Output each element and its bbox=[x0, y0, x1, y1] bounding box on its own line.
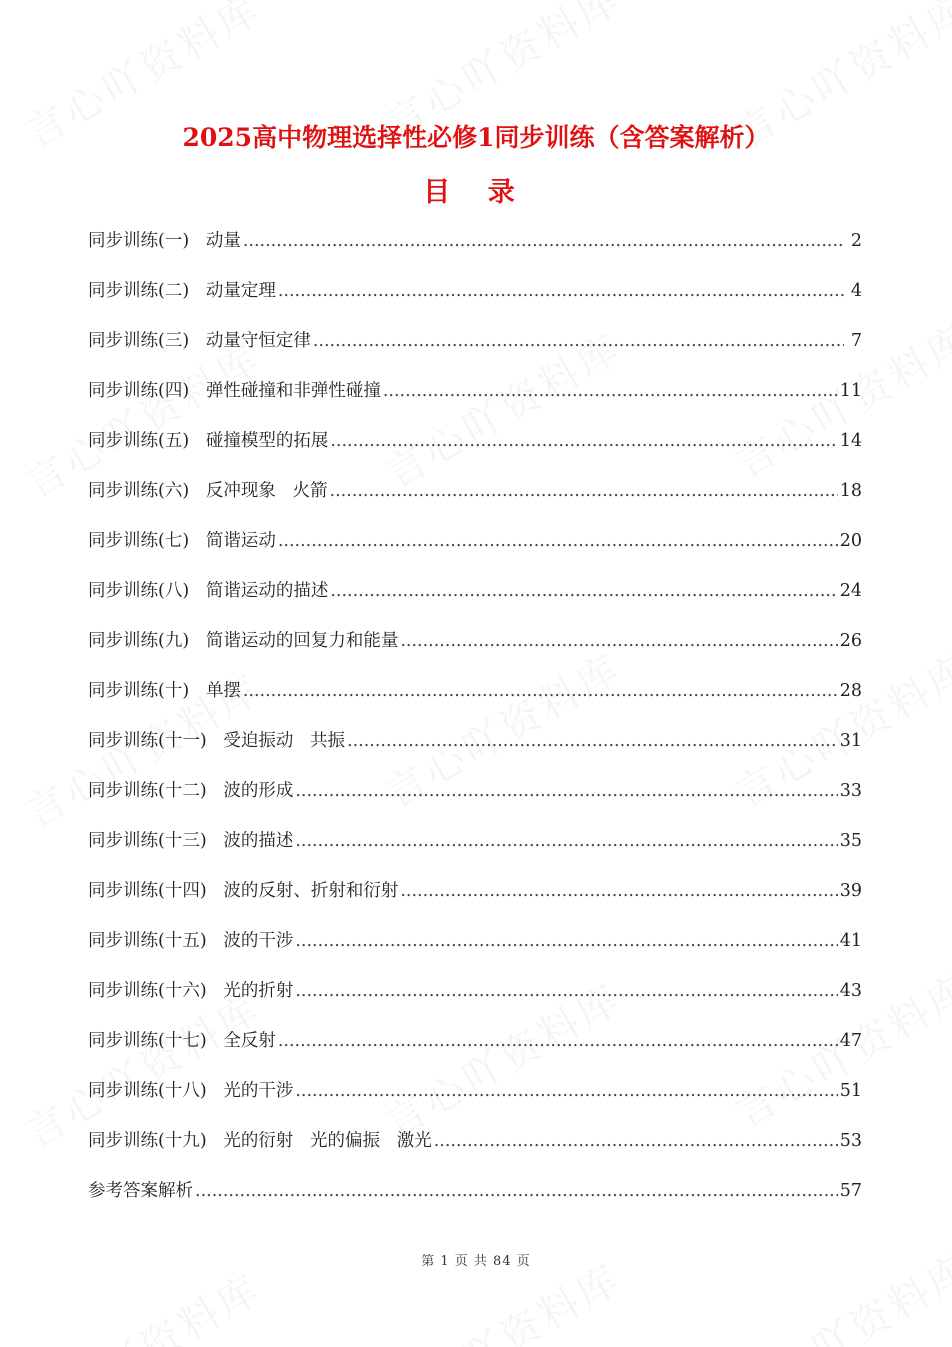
toc-entry-label: 同步训练(十二) 波的形成 bbox=[88, 781, 294, 801]
toc-entry-label: 同步训练(三) 动量守恒定律 bbox=[88, 331, 311, 351]
toc-entry-label: 同步训练(六) 反冲现象 火箭 bbox=[88, 481, 328, 501]
toc-leader-dots bbox=[347, 726, 838, 756]
toc-heading: 目 录 bbox=[423, 177, 529, 208]
toc-entry-label: 同步训练(五) 碰撞模型的拓展 bbox=[88, 431, 329, 451]
toc-entry[interactable] bbox=[88, 426, 862, 476]
toc-entry-page: 14 bbox=[839, 431, 862, 451]
toc-entry-label: 同步训练(七) 简谐运动 bbox=[88, 531, 276, 551]
toc-entry-page: 41 bbox=[839, 931, 862, 951]
toc-entry-page: 7 bbox=[850, 331, 862, 351]
toc-leader-dots bbox=[400, 626, 837, 656]
toc-leader-dots bbox=[278, 526, 838, 556]
toc-entry[interactable] bbox=[88, 726, 862, 776]
toc-leader-dots bbox=[330, 476, 838, 506]
toc-leader-dots bbox=[400, 876, 837, 906]
toc-entry[interactable] bbox=[88, 226, 862, 276]
toc-entry-label: 同步训练(十七) 全反射 bbox=[88, 1031, 276, 1051]
toc-entry-label: 参考答案解析 bbox=[88, 1181, 193, 1201]
toc-entry-page: 57 bbox=[839, 1181, 862, 1201]
toc-entry-page: 20 bbox=[839, 531, 862, 551]
toc-entry[interactable] bbox=[88, 1176, 862, 1226]
toc-entry[interactable] bbox=[88, 926, 862, 976]
toc-entry[interactable] bbox=[88, 276, 862, 326]
toc-entry-page: 47 bbox=[839, 1031, 862, 1051]
toc-leader-dots bbox=[295, 1076, 837, 1106]
toc-leader-dots bbox=[383, 376, 838, 406]
toc-entry-page: 43 bbox=[839, 981, 862, 1001]
toc-entry[interactable] bbox=[88, 676, 862, 726]
toc-leader-dots bbox=[313, 326, 844, 356]
toc-entry-label: 同步训练(十) 单摆 bbox=[88, 681, 241, 701]
toc-entry-page: 24 bbox=[839, 581, 862, 601]
toc-entry-page: 33 bbox=[839, 781, 862, 801]
toc-entry[interactable] bbox=[88, 1026, 862, 1076]
toc-entry-page: 39 bbox=[839, 881, 862, 901]
toc-entry[interactable] bbox=[88, 476, 862, 526]
toc-entry-page: 28 bbox=[839, 681, 862, 701]
toc-leader-dots bbox=[295, 826, 837, 856]
toc-entry[interactable] bbox=[88, 326, 862, 376]
toc-entry-label: 同步训练(十一) 受迫振动 共振 bbox=[88, 731, 346, 751]
toc-entry-page: 35 bbox=[839, 831, 862, 851]
toc-entry-page: 53 bbox=[839, 1131, 862, 1151]
toc-entry-label: 同步训练(一) 动量 bbox=[88, 231, 241, 251]
toc-entry-page: 31 bbox=[839, 731, 862, 751]
toc-leader-dots bbox=[295, 776, 837, 806]
toc-leader-dots bbox=[295, 976, 837, 1006]
toc-entry[interactable] bbox=[88, 1126, 862, 1176]
toc-entry[interactable] bbox=[88, 376, 862, 426]
toc-entry[interactable] bbox=[88, 976, 862, 1026]
toc-entry-label: 同步训练(十八) 光的干涉 bbox=[88, 1081, 294, 1101]
toc-leader-dots bbox=[243, 676, 838, 706]
toc-entry-label: 同步训练(十三) 波的描述 bbox=[88, 831, 294, 851]
toc-leader-dots bbox=[243, 226, 844, 256]
watermark-text bbox=[13, 1258, 270, 1347]
page-title: 2025高中物理选择性必修1同步训练（含答案解析） bbox=[182, 123, 770, 152]
page-footer: 第 1 页 共 84 页 bbox=[421, 1254, 531, 1269]
table-of-contents bbox=[88, 226, 862, 1226]
toc-entry-label: 同步训练(十六) 光的折射 bbox=[88, 981, 294, 1001]
toc-entry-label: 同步训练(十四) 波的反射、折射和衍射 bbox=[88, 881, 399, 901]
toc-leader-dots bbox=[295, 926, 837, 956]
toc-entry-page: 26 bbox=[839, 631, 862, 651]
toc-entry[interactable] bbox=[88, 526, 862, 576]
toc-entry[interactable] bbox=[88, 576, 862, 626]
toc-entry-page: 2 bbox=[850, 231, 862, 251]
toc-entry-label: 同步训练(八) 简谐运动的描述 bbox=[88, 581, 329, 601]
toc-entry[interactable] bbox=[88, 776, 862, 826]
toc-entry-label: 同步训练(十五) 波的干涉 bbox=[88, 931, 294, 951]
toc-leader-dots bbox=[434, 1126, 838, 1156]
toc-entry-label: 同步训练(九) 简谐运动的回复力和能量 bbox=[88, 631, 399, 651]
toc-entry-page: 18 bbox=[839, 481, 862, 501]
toc-entry-page: 11 bbox=[839, 381, 862, 401]
toc-leader-dots bbox=[330, 576, 837, 606]
toc-entry[interactable] bbox=[88, 626, 862, 676]
toc-entry[interactable] bbox=[88, 826, 862, 876]
toc-entry[interactable] bbox=[88, 876, 862, 926]
toc-entry-page: 51 bbox=[839, 1081, 862, 1101]
toc-leader-dots bbox=[195, 1176, 838, 1206]
toc-entry-label: 同步训练(四) 弹性碰撞和非弹性碰撞 bbox=[88, 381, 381, 401]
toc-entry-label: 同步训练(二) 动量定理 bbox=[88, 281, 276, 301]
toc-leader-dots bbox=[278, 1026, 838, 1056]
toc-leader-dots bbox=[330, 426, 837, 456]
toc-leader-dots bbox=[278, 276, 844, 306]
toc-entry-page: 4 bbox=[850, 281, 862, 301]
toc-entry[interactable] bbox=[88, 1076, 862, 1126]
toc-entry-label: 同步训练(十九) 光的衍射 光的偏振 激光 bbox=[88, 1131, 432, 1151]
